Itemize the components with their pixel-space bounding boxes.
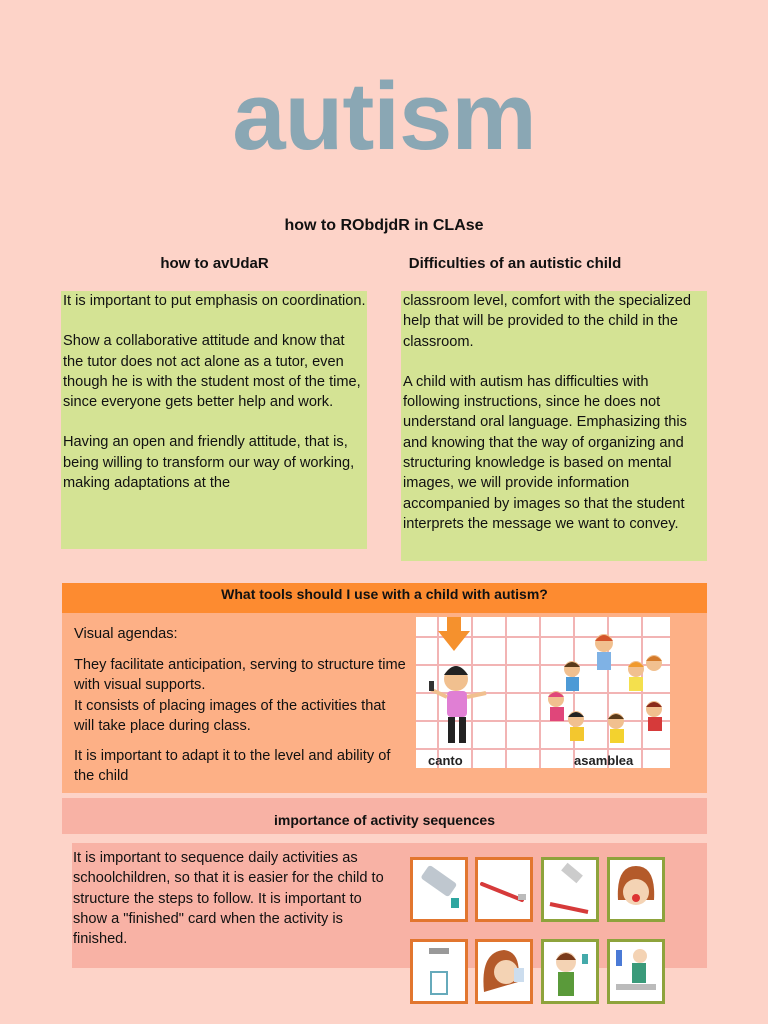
tools-paragraph: It consists of placing images of the activities that will take place during class.	[74, 697, 386, 734]
page-subtitle: how to RObdjdR in CLAse	[284, 217, 484, 234]
tools-heading: What tools should I use with a child with autism?	[62, 583, 707, 613]
page-title: autism	[232, 63, 536, 170]
apply-toothpaste-icon	[541, 857, 599, 922]
right-column-heading: Difficulties of an autistic child	[408, 255, 622, 272]
visual-agendas-label: Visual agendas:	[74, 626, 178, 642]
rinse-mouth-icon	[475, 939, 533, 1004]
toothpaste-tube-icon	[410, 857, 468, 922]
tools-paragraph: It is important to adapt it to the level and ability of the child	[74, 748, 391, 785]
wash-at-sink-icon	[607, 939, 665, 1004]
gargle-icon	[541, 939, 599, 1004]
brushing-teeth-icon	[607, 857, 665, 922]
left-paragraph: It is important to put emphasis on coordination.	[63, 293, 366, 309]
right-text-box	[401, 291, 707, 561]
canto-label: canto	[428, 753, 463, 768]
sequences-text: It is important to sequence daily activities as schoolchildren, so that it is easier for the child to structure the steps to follow. It is important to show a "finished" card when the activity is finished.	[73, 850, 384, 948]
left-text-box	[61, 291, 367, 549]
tools-paragraph: They facilitate anticipation, serving to structure time with visual supports.	[74, 657, 406, 694]
right-paragraph: A child with autism has difficulties with following instructions, since he does not understand oral language. Emphasizing this and knowing that the way of organizing and structuring knowledge is based on mental images, we will provide information accompanied by images so that the student interprets the message we want to convey.	[403, 373, 687, 532]
tap-glass-icon	[410, 939, 468, 1004]
sequences-heading: importance of activity sequences	[62, 798, 707, 834]
left-column-heading: how to avUdaR	[160, 255, 269, 272]
asamblea-label: asamblea	[574, 753, 634, 768]
toothbrush-icon	[475, 857, 533, 922]
left-paragraph: Show a collaborative attitude and know that the tutor does not act alone as a tutor, even though he is with the student most of the time, since everyone gets better help and work.	[63, 333, 361, 411]
left-paragraph: Having an open and friendly attitude, that is, being willing to transform our way of working, making adaptations at the	[63, 434, 355, 492]
right-paragraph: classroom level, comfort with the specialized help that will be provided to the child in the classroom.	[403, 293, 691, 350]
visual-agenda-image	[416, 617, 670, 768]
